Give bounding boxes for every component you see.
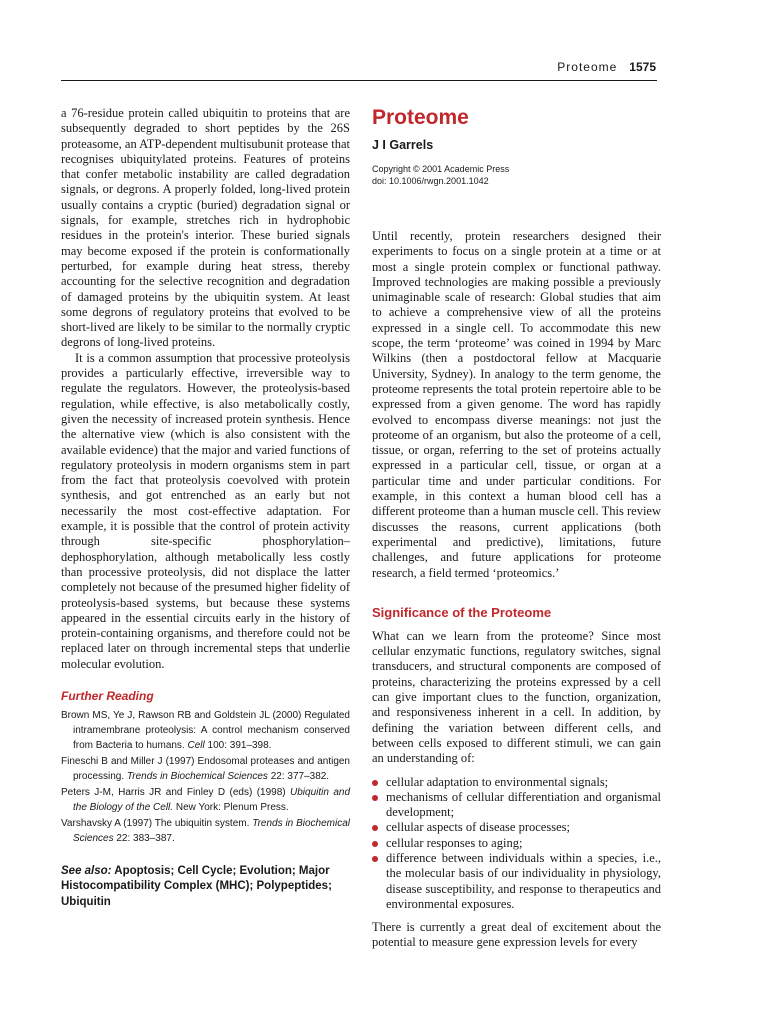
list-item: cellular adaptation to environmental signals; <box>372 775 661 790</box>
bullet-icon <box>372 795 378 801</box>
paragraph: It is a common assumption that processive proteolysis provides a particularly effective, irreversible way to regulate the regulators. However, the proteolysis-based regulation, while effective, is also metabolically costly, given the necessity of increased protein synthesis. Hence the alternative view (which is also consistent with the available evidence) that the major and varied functions of regulatory proteolysis in modern organisms stem in part from the fact that proteolysis coevolved with protein synthesis, and got entrenched as an early but not necessarily the most cost-effective adaptation. For example, it is possible that the control of protein activity through site-specific phosphorylation–dephosphorylation, although metabolically less costly than processive proteolysis, did not displace the latter completely not because of the presumed higher fidelity of proteolysis-based systems, but because these systems appeared in the essential circuits early in the history of protein-containing organisms, and therefore could not be replaced later on through incremental steps that underlie molecular evolution. <box>61 350 350 671</box>
author: J I Garrels <box>372 138 434 152</box>
right-column <box>372 106 661 951</box>
header-rule <box>61 80 657 81</box>
reference-item: Peters J-M, Harris JR and Finley D (eds) (1998) Ubiquitin and the Biology of the Cell. New York: Plenum Press. <box>61 786 351 813</box>
see-also-links[interactable]: Apoptosis; Cell Cycle; Evolution; Major Histocompatibility Complex (MHC); Polypeptides; Ubiquitin <box>61 864 332 908</box>
left-column <box>61 106 350 910</box>
see-also <box>61 864 350 911</box>
section-heading: Significance of the Proteome <box>372 604 552 620</box>
paragraph: a 76-residue protein called ubiquitin to proteins that are subsequently degraded to short peptides by the 26S proteasome, an ATP-dependent multisubunit protease that recognises ubiquitylated proteins. Features of proteins that confer metabolic instability are called degradation signals, or degrons. A properly folded, long-lived protein usually contains a cryptic (buried) degradation signal or signals, for example, stretches rich in hydrophobic residues in the protein's interior. These buried signals may become exposed if the protein is conformationally perturbed, for example during heat stress, thereby accounting for the selective recognition and degradation of damaged proteins by the ubiquitin system. At least some degrons of regulatory proteins that evolved to be short-lived are likely to be similar to the normally cryptic degrons of long-lived proteins. <box>61 106 350 350</box>
reference-item: Brown MS, Ye J, Rawson RB and Goldstein JL (2000) Regulated intramembrane proteolysis: A control mechanism conserved from Bacteria to humans. Cell 100: 391–398. <box>61 709 350 751</box>
bullet-list <box>372 775 661 913</box>
intro-paragraph: Until recently, protein researchers designed their experiments to focus on a single protein at a time or at most a single protein complex or functional pathway. Improved technologies are making possible a previously unimaginable scale of research: Global studies that aim to achieve a comprehensive view of all the proteins expressed in a single cell. To accommodate this new scope, the term ‘proteome’ was coined in 1994 by Marc Wilkins (then a postdoctoral fellow at Macquarie University, Sydney). In analogy to the term genome, the proteome represents the total protein repertoire able to be expressed from a given genome. The word has rapidly evolved to encompass diverse meanings: not just the proteome of an organism, but also the proteome of a cell, tissue, or organ, referring to the set of proteins actually expressed in a particular cell, tissue, or organ at a particular time and under particular conditions. For example, in this context a human blood cell has a different proteome than a human muscle cell. This review discusses the reasons, current applications (both experimental and predictive), limitations, future challenges, and future applications for proteome research, a field termed ‘proteomics.’ <box>372 229 661 580</box>
bullet-icon <box>372 856 378 862</box>
reference-item: Varshavsky A (1997) The ubiquitin system. Trends in Biochemical Sciences 22: 383–387. <box>61 817 350 844</box>
list-item: cellular aspects of disease processes; <box>372 820 661 835</box>
copyright: Copyright © 2001 Academic Press <box>372 164 510 174</box>
bullet-icon <box>372 780 378 786</box>
bullet-icon <box>372 841 378 847</box>
running-head-title: Proteome <box>557 60 618 74</box>
see-also-label: See also: <box>61 864 112 877</box>
reference-item: Fineschi B and Miller J (1997) Endosomal proteases and antigen processing. Trends in Biochemical Sciences 22: 377–382. <box>61 755 350 782</box>
list-item: cellular responses to aging; <box>372 836 661 851</box>
further-reading-heading: Further Reading <box>61 688 154 703</box>
running-head <box>557 60 656 74</box>
article-title: Proteome <box>372 106 469 129</box>
list-item: mechanisms of cellular differentiation and organismal development; <box>372 790 661 821</box>
closing-paragraph: There is currently a great deal of excitement about the potential to measure gene expression levels for every <box>372 920 661 950</box>
list-item: difference between individuals within a species, i.e., the molecular basis of our individuality in physiology, disease susceptibility, and response to therapeutics and environmental exposures. <box>372 851 661 912</box>
page-number: 1575 <box>629 60 656 74</box>
doi[interactable]: doi: 10.1006/rwgn.2001.1042 <box>372 176 489 186</box>
section-paragraph: What can we learn from the proteome? Since most cellular enzymatic functions, regulatory switches, signal transducers, and structural components are composed of proteins, characterizing the proteins expressed by a cell can give important clues to the function, organization, and responsiveness inherent in a cell. In addition, by defining the variation between different cells, and between cells exposed to different stimuli, we can gain an understanding of: <box>372 628 661 766</box>
bullet-icon <box>372 825 378 831</box>
